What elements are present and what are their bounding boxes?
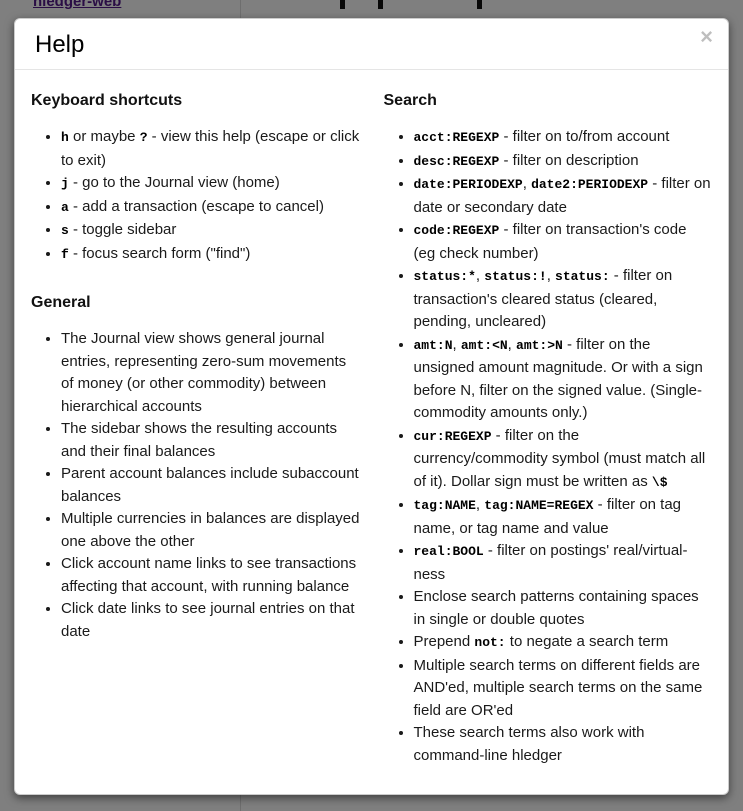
- code-token: acct:REGEXP: [413, 130, 500, 145]
- code-token: date2:PERIODEXP: [531, 177, 649, 192]
- code-token: j: [61, 176, 69, 191]
- list-item: • j - go to the Journal view (home): [61, 172, 360, 196]
- help-column-left: [31, 82, 372, 794]
- list-item: • Multiple currencies in balances are displayed one above the other: [61, 508, 360, 553]
- list-item: • These search terms also work with command-line hledger: [414, 722, 713, 767]
- list-item: • acct:REGEXP - filter on to/from account: [414, 126, 713, 150]
- code-token: amt:>N: [516, 337, 563, 353]
- general-list: [31, 328, 360, 643]
- section-heading-search: Search: [383, 92, 437, 109]
- code-token: \$: [651, 474, 668, 490]
- code-token: amt:<N: [460, 337, 508, 353]
- code-token: ?: [139, 130, 148, 145]
- list-item: • h or maybe ? - view this help (escape or click to exit): [61, 126, 360, 172]
- code-token: f: [61, 246, 69, 262]
- code-token: not:: [474, 635, 506, 650]
- list-item: • The sidebar shows the resulting accounts and their final balances: [61, 418, 360, 463]
- code-token: status:!: [484, 269, 547, 284]
- code-token: real:BOOL: [413, 544, 484, 559]
- list-item: • s - toggle sidebar: [61, 219, 360, 243]
- list-item: • desc:REGEXP - filter on description: [414, 150, 713, 174]
- list-item: • The Journal view shows general journal entries, representing zero-sum movements of money (or other commodity) between hierarchical accounts: [61, 328, 360, 418]
- close-icon[interactable]: ×: [700, 24, 713, 49]
- code-token: amt:N: [413, 337, 453, 353]
- list-item: • code:REGEXP - filter on transaction's code (eg check number): [414, 219, 713, 265]
- code-token: a: [61, 199, 69, 215]
- list-item: • a - add a transaction (escape to cancel): [61, 196, 360, 220]
- search-list: [384, 126, 713, 767]
- code-token: desc:REGEXP: [413, 153, 500, 169]
- code-token: date:PERIODEXP: [413, 177, 523, 192]
- list-item: • Parent account balances include subaccount balances: [61, 463, 360, 508]
- list-item: • Enclose search patterns containing spaces in single or double quotes: [414, 586, 713, 631]
- code-token: s: [61, 223, 69, 238]
- list-item: • cur:REGEXP - filter on the currency/commodity symbol (must match all of it). Dollar sign must be written as \$: [414, 425, 713, 495]
- code-token: h: [61, 130, 69, 145]
- list-item: • amt:N, amt:<N, amt:>N - filter on the unsigned amount magnitude. Or with a sign before N, filter on the signed value. (Single-commodity amounts only.): [414, 334, 713, 425]
- list-item: • f - focus search form ("find"): [61, 243, 360, 267]
- keyboard-shortcuts-list: [31, 126, 360, 266]
- list-item: • real:BOOL - filter on postings' real/virtual-ness: [414, 540, 713, 586]
- code-token: cur:REGEXP: [413, 428, 492, 444]
- section-heading-general: General: [31, 294, 91, 311]
- code-token: status:: [555, 269, 610, 284]
- code-token: status:*: [413, 269, 476, 284]
- modal-title: Help: [35, 31, 85, 58]
- code-token: tag:NAME=REGEX: [484, 498, 594, 513]
- list-item: • date:PERIODEXP, date2:PERIODEXP - filter on date or secondary date: [414, 173, 713, 219]
- modal-body: [15, 70, 728, 795]
- modal-header: [15, 19, 728, 70]
- list-item: • status:*, status:!, status: - filter on transaction's cleared status (cleared, pending, uncleared): [414, 265, 713, 334]
- help-column-right: [372, 82, 713, 794]
- list-item: • Click date links to see journal entries on that date: [61, 598, 360, 643]
- list-item: • Prepend not: to negate a search term: [414, 631, 713, 655]
- list-item: • Multiple search terms on different fields are AND'ed, multiple search terms on the same field are OR'ed: [414, 655, 713, 723]
- help-modal: [14, 18, 729, 795]
- section-heading-keyboard-shortcuts: Keyboard shortcuts: [31, 92, 183, 109]
- list-item: • tag:NAME, tag:NAME=REGEX - filter on tag name, or tag name and value: [414, 494, 713, 540]
- code-token: tag:NAME: [413, 498, 476, 513]
- list-item: • Click account name links to see transactions affecting that account, with running balance: [61, 553, 360, 598]
- code-token: code:REGEXP: [413, 223, 500, 238]
